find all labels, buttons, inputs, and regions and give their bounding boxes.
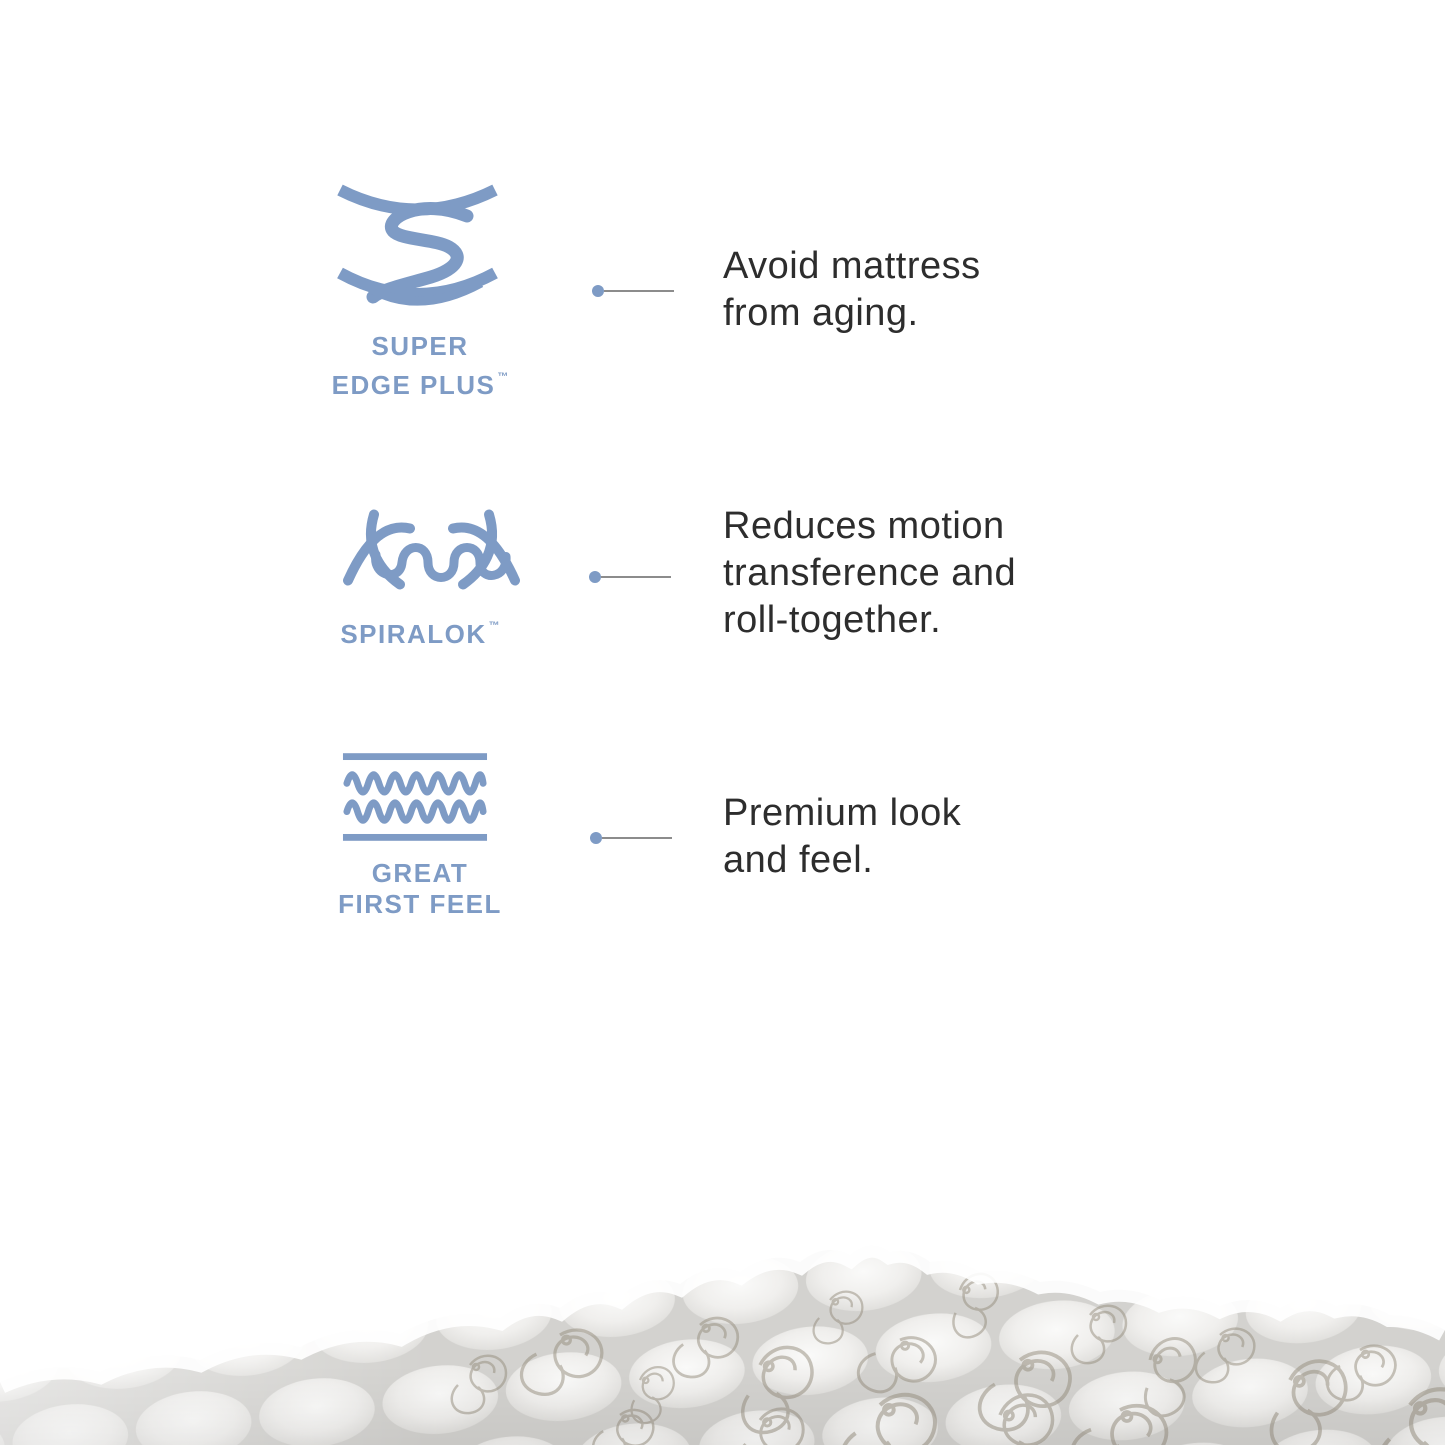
leader-dot-icon	[592, 285, 604, 297]
description-line: Avoid mattress	[723, 245, 981, 287]
label-line: EDGE PLUS	[331, 370, 496, 400]
leader-line	[589, 571, 671, 583]
description-line: transference and	[723, 552, 1017, 594]
leader-line	[590, 832, 672, 844]
feature-description-super-edge-plus	[723, 243, 981, 337]
quilt-waves-icon	[342, 752, 488, 842]
feature-label-super-edge-plus	[280, 331, 560, 401]
description-line: Premium look	[723, 792, 962, 834]
description-line: and feel.	[723, 839, 874, 881]
leader-line-segment	[601, 576, 671, 578]
label-line: FIRST FEEL	[338, 889, 502, 919]
spiral-wire-icon	[340, 501, 523, 593]
leader-line-segment	[604, 290, 674, 292]
trademark-mark: ™	[497, 371, 509, 383]
leader-dot-icon	[590, 832, 602, 844]
trademark-mark: ™	[488, 620, 500, 632]
leader-line-segment	[602, 837, 672, 839]
coil-spring-edge-icon	[335, 183, 500, 313]
description-line: roll-together.	[723, 599, 942, 641]
feature-description-spiralok	[723, 503, 1016, 644]
feature-description-great-first-feel	[723, 790, 961, 884]
description-line: from aging.	[723, 292, 919, 334]
description-line: Reduces motion	[723, 505, 1005, 547]
feature-label-spiralok	[280, 611, 560, 650]
label-line: SPIRALOK	[340, 619, 487, 649]
leader-dot-icon	[589, 571, 601, 583]
mattress-photo	[0, 1175, 1445, 1445]
label-line: GREAT	[371, 858, 469, 888]
feature-label-great-first-feel	[280, 858, 560, 920]
label-line: SUPER	[371, 331, 469, 361]
leader-line	[592, 285, 674, 297]
